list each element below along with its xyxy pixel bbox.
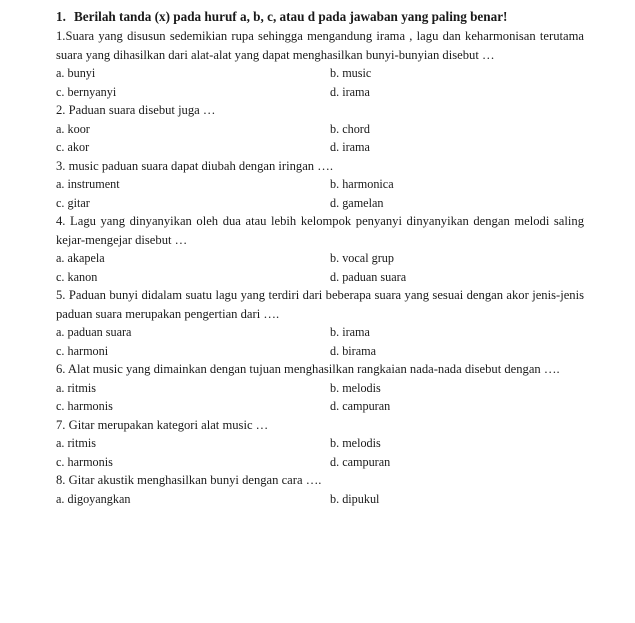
option-a[interactable]: a. paduan suara (56, 325, 132, 339)
option-b[interactable]: b. irama (330, 325, 370, 339)
option-d[interactable]: d. paduan suara (330, 269, 407, 284)
option-b[interactable]: b. melodis (330, 380, 381, 395)
question-text: 1.Suara yang disusun sedemikian rupa sehingga mengandung irama , lagu dan keharmonisan terutama suara yang dihasilkan dari alat-alat yang dapat menghasilkan bunyi-bunyian disebut … (56, 29, 584, 62)
question-block (56, 471, 584, 508)
option-b[interactable]: b. music (330, 66, 372, 80)
question-text: 6. Alat music yang dimainkan dengan tujuan menghasilkan rangkaian nada-nada disebut dengan …. (56, 362, 560, 376)
option-a[interactable]: a. instrument (56, 177, 120, 191)
option-d[interactable]: d. gamelan (330, 195, 384, 210)
question-text: 3. music paduan suara dapat diubah dengan iringan …. (56, 158, 333, 173)
option-b[interactable]: b. melodis (330, 436, 381, 450)
worksheet (56, 8, 584, 508)
instruction-number: 1. (56, 9, 66, 24)
option-d[interactable]: d. irama (330, 84, 370, 99)
option-d[interactable]: d. irama (330, 140, 370, 154)
option-b[interactable]: b. dipukul (330, 491, 380, 506)
option-a[interactable]: a. koor (56, 121, 90, 136)
options-list (56, 175, 584, 212)
option-c[interactable]: c. akor (56, 140, 90, 154)
options-list (56, 249, 584, 286)
option-a[interactable]: a. ritmis (56, 436, 96, 450)
option-d[interactable]: d. campuran (330, 454, 391, 469)
question-text: 4. Lagu yang dinyanyikan oleh dua atau lebih kelompok penyanyi dinyanyikan dengan melodi saling kejar-mengejar disebut … (56, 214, 584, 247)
question-block (56, 101, 584, 157)
option-a[interactable]: a. ritmis (56, 380, 96, 395)
option-a[interactable]: a. akapela (56, 251, 105, 265)
options-list (56, 120, 584, 157)
option-d[interactable]: d. birama (330, 343, 377, 358)
question-block (56, 286, 584, 360)
option-b[interactable]: b. chord (330, 121, 370, 136)
question-block (56, 27, 584, 101)
question-block (56, 212, 584, 286)
option-c[interactable]: c. harmonis (56, 454, 113, 469)
question-text: 7. Gitar merupakan kategori alat music … (56, 417, 269, 432)
options-list (56, 64, 584, 101)
question-block (56, 360, 584, 416)
option-a[interactable]: a. digoyangkan (56, 491, 131, 506)
option-c[interactable]: c. kanon (56, 269, 98, 284)
option-d[interactable]: d. campuran (330, 399, 391, 413)
options-list (56, 434, 584, 471)
option-c[interactable]: c. harmonis (56, 399, 113, 413)
question-text: 2. Paduan suara disebut juga … (56, 103, 216, 117)
option-c[interactable]: c. harmoni (56, 343, 109, 358)
question-text: 8. Gitar akustik menghasilkan bunyi dengan cara …. (56, 473, 322, 487)
option-b[interactable]: b. harmonica (330, 177, 394, 191)
options-list (56, 490, 584, 509)
option-c[interactable]: c. bernyanyi (56, 84, 117, 99)
question-block (56, 416, 584, 472)
options-list (56, 379, 584, 416)
question-text: 5. Paduan bunyi didalam suatu lagu yang terdiri dari beberapa suara yang sesuai dengan akor jenis-jenis paduan suara merupakan pengertian dari …. (56, 288, 584, 321)
instruction-text: Berilah tanda (x) pada huruf a, b, c, atau d pada jawaban yang paling benar! (74, 9, 508, 24)
option-c[interactable]: c. gitar (56, 195, 90, 210)
option-b[interactable]: b. vocal grup (330, 251, 394, 265)
question-block (56, 157, 584, 213)
instruction-heading (56, 8, 584, 26)
options-list (56, 323, 584, 360)
option-a[interactable]: a. bunyi (56, 66, 96, 80)
